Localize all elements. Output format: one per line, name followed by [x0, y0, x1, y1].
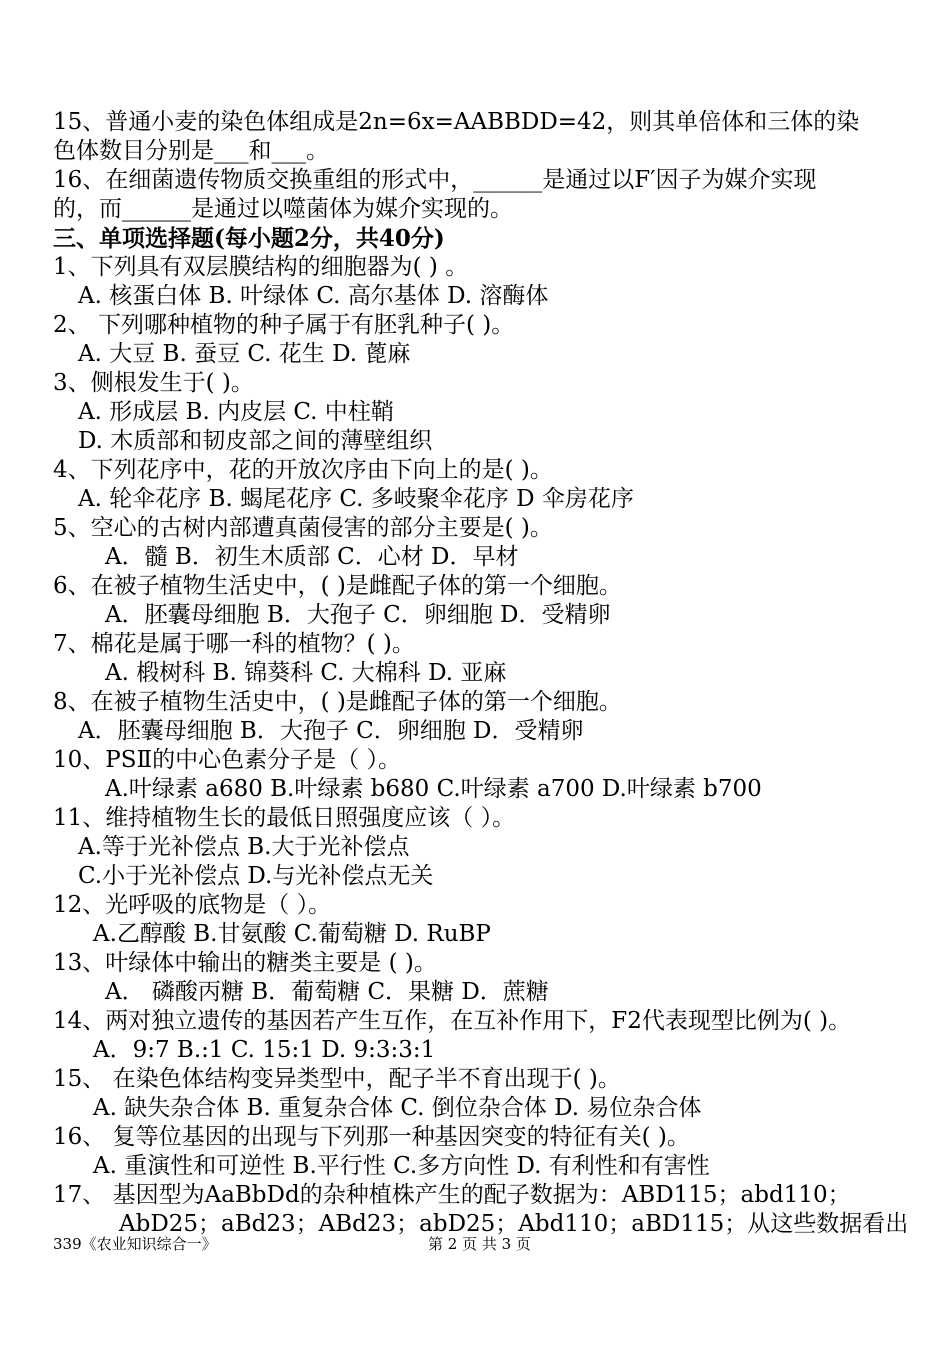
text-line-4: 的，而______是通过以噬菌体为媒介实现的。 [53, 196, 513, 222]
question-16-options: A. 重演性和可逆性 B.平行性 C.多方向性 D. 有利性和有害性 [93, 1153, 710, 1179]
question-1: 1、下列具有双层膜结构的细胞器为( ) 。 [53, 254, 469, 280]
question-11: 11、维持植物生长的最低日照强度应该（ ）。 [53, 805, 516, 831]
question-13: 13、叶绿体中输出的糖类主要是 ( )。 [53, 950, 437, 976]
question-14-options: A．9:7 B.:1 C. 15:1 D. 9:3:3:1 [93, 1037, 436, 1063]
question-13-options: A． 磷酸丙糖 B．葡萄糖 C．果糖 D．蔗糖 [105, 979, 549, 1005]
question-7: 7、棉花是属于哪一科的植物？( )。 [53, 631, 415, 657]
question-11-options: A.等于光补偿点 B.大于光补偿点 [78, 834, 410, 860]
question-2-options: A. 大豆 B. 蚕豆 C. 花生 D. 蓖麻 [78, 341, 411, 367]
question-17-cont: AbD25；aBd23；ABd23；abD25；Abd110；aBD115；从这些数据看出 [119, 1211, 909, 1237]
footer-page-number: 第 2 页 共 3 页 [428, 1235, 531, 1253]
question-7-options: A. 椴树科 B. 锦葵科 C. 大棉科 D. 亚麻 [105, 660, 507, 686]
text-line-2: 色体数目分别是___和___。 [53, 138, 329, 164]
text-line-1: 15、普通小麦的染色体组成是2n=6x=AABBDD=42，则其单倍体和三体的染 [53, 109, 860, 135]
question-3-options: A. 形成层 B. 内皮层 C. 中柱鞘 [78, 399, 394, 425]
question-5: 5、空心的古树内部遭真菌侵害的部分主要是( )。 [53, 515, 553, 541]
page-body [53, 108, 913, 1239]
question-17: 17、 基因型为AaBbDd的杂种植株产生的配子数据为：ABD115；abd110； [53, 1182, 851, 1208]
question-8-options: A．胚囊母细胞 B．大孢子 C．卵细胞 D．受精卵 [78, 718, 584, 744]
question-2: 2、 下列哪种植物的种子属于有胚乳种子( )。 [53, 312, 515, 338]
question-4: 4、下列花序中，花的开放次序由下向上的是( )。 [53, 457, 553, 483]
question-16: 16、 复等位基因的出现与下列那一种基因突变的特征有关( )。 [53, 1124, 690, 1150]
question-12-options: A.乙醇酸 B.甘氨酸 C.葡萄糖 D. RuBP [93, 921, 491, 947]
question-12: 12、光呼吸的底物是（ ）。 [53, 892, 332, 918]
question-10-options: A.叶绿素 a680 B.叶绿素 b680 C.叶绿素 a700 D.叶绿素 b700 [105, 776, 762, 802]
question-4-options: A. 轮伞花序 B. 蝎尾花序 C. 多岐聚伞花序 D 伞房花序 [78, 486, 634, 512]
question-14: 14、两对独立遗传的基因若产生互作，在互补作用下，F2代表现型比例为( )。 [53, 1008, 852, 1034]
question-3: 3、侧根发生于( )。 [53, 370, 254, 396]
question-3-options-cont: D. 木质部和韧皮部之间的薄壁组织 [78, 428, 433, 454]
question-10: 10、PSⅡ的中心色素分子是（ ）。 [53, 747, 401, 773]
question-6-options: A．胚囊母细胞 B．大孢子 C．卵细胞 D．受精卵 [105, 602, 611, 628]
section-heading: 三、单项选择题(每小题2分，共40分) [53, 225, 445, 252]
question-15-options: A. 缺失杂合体 B. 重复杂合体 C. 倒位杂合体 D. 易位杂合体 [93, 1095, 702, 1121]
question-11-options-cont: C.小于光补偿点 D.与光补偿点无关 [78, 863, 434, 889]
question-5-options: A．髓 B．初生木质部 C．心材 D．早材 [105, 544, 519, 570]
question-8: 8、在被子植物生活史中，( )是雌配子体的第一个细胞。 [53, 689, 622, 715]
footer-exam-name: 339《农业知识综合一》 [53, 1235, 217, 1253]
question-1-options: A. 核蛋白体 B. 叶绿体 C. 高尔基体 D. 溶酶体 [78, 283, 549, 309]
question-6: 6、在被子植物生活史中，( )是雌配子体的第一个细胞。 [53, 573, 622, 599]
text-line-3: 16、在细菌遗传物质交换重组的形式中，______是通过以F′因子为媒介实现 [53, 167, 817, 193]
question-15: 15、 在染色体结构变异类型中，配子半不育出现于( )。 [53, 1066, 621, 1092]
